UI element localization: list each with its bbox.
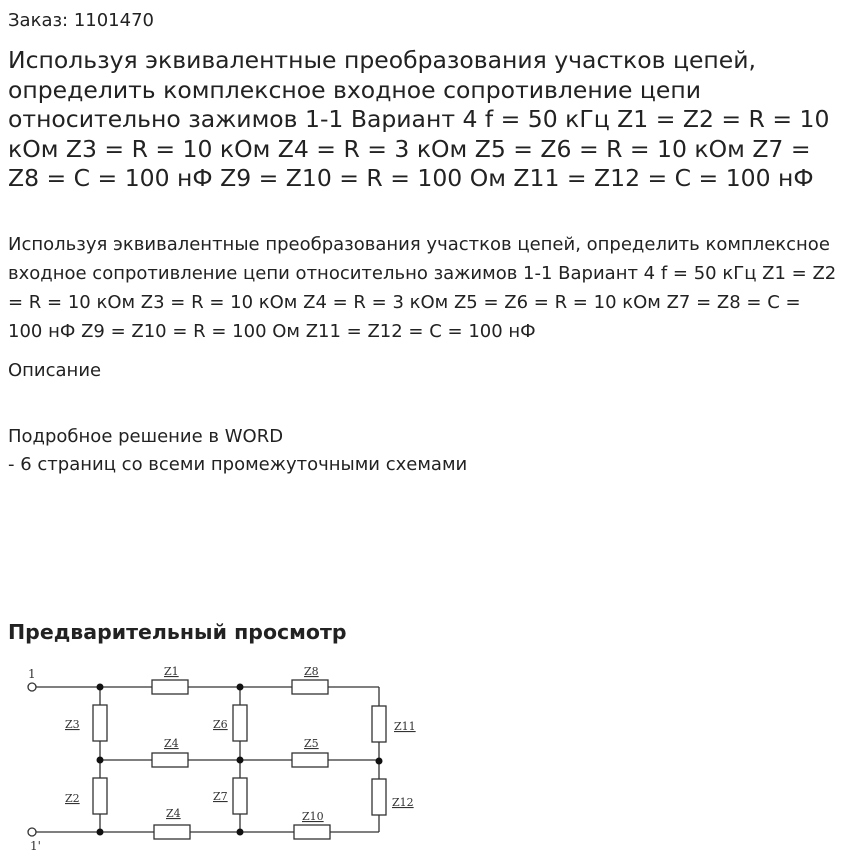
description-heading: Описание xyxy=(8,360,102,381)
terminal-1 xyxy=(28,683,36,691)
resistor-z2 xyxy=(93,778,107,814)
solution-details xyxy=(8,423,467,479)
terminal-1-prime xyxy=(28,828,36,836)
task-description: Используя эквивалентные преобразования участков цепей, определить комплексное входное сопротивление цепи относительно зажимов 1-1 Вариант 4 f = 50 кГц Z1 = Z2 = R = 10 кОм Z3 = R = 10 кОм Z4 = R = 3 кОм Z5 = Z6 = R = 10 кОм Z7 = Z8 = C = 100 нФ Z9 = Z10 = R = 100 Ом Z11 = Z12 = C = 100 нФ xyxy=(8,234,837,342)
resistor-z6 xyxy=(233,705,247,741)
label-z12: Z12 xyxy=(392,796,414,809)
circuit-preview-image xyxy=(20,660,440,850)
order-number: Заказ: 1101470 xyxy=(8,10,154,31)
label-z4-middle: Z4 xyxy=(164,737,179,750)
label-z1: Z1 xyxy=(164,665,179,678)
resistor-z3 xyxy=(93,705,107,741)
label-z10: Z10 xyxy=(302,810,324,823)
resistor-z8 xyxy=(292,680,328,694)
label-z5: Z5 xyxy=(304,737,319,750)
resistor-z12 xyxy=(372,779,386,815)
resistor-z4-bottom xyxy=(154,825,190,839)
resistor-z1 xyxy=(152,680,188,694)
details-line-pages: - 6 страниц со всеми промежуточными схемами xyxy=(8,454,468,475)
label-z6: Z6 xyxy=(213,718,228,731)
label-z2: Z2 xyxy=(65,792,80,805)
terminal-label-bottom: 1' xyxy=(30,839,41,850)
page-title: Используя эквивалентные преобразования участков цепей, определить комплексное входное сопротивление цепи относительно зажимов 1-1 Вариант 4 f = 50 кГц Z1 = Z2 = R = 10 кОм Z3 = R = 10 кОм Z4 = R = 3 кОм Z5 = Z6 = R = 10 кОм Z7 = Z8 = C = 100 нФ Z9 = Z10 = R = 100 Ом Z11 = Z12 = C = 100 нФ xyxy=(8,46,830,192)
preview-heading: Предварительный просмотр xyxy=(8,620,347,644)
terminal-label-top: 1 xyxy=(28,667,36,681)
resistor-z5 xyxy=(292,753,328,767)
resistor-z4-middle xyxy=(152,753,188,767)
resistor-z7 xyxy=(233,778,247,814)
label-z4-bottom: Z4 xyxy=(166,807,181,820)
resistor-z11 xyxy=(372,706,386,742)
label-z3: Z3 xyxy=(65,718,80,731)
details-line-format: Подробное решение в WORD xyxy=(8,426,284,447)
resistor-z10 xyxy=(294,825,330,839)
label-z8: Z8 xyxy=(304,665,319,678)
label-z7: Z7 xyxy=(213,790,228,803)
label-z11: Z11 xyxy=(394,720,416,733)
